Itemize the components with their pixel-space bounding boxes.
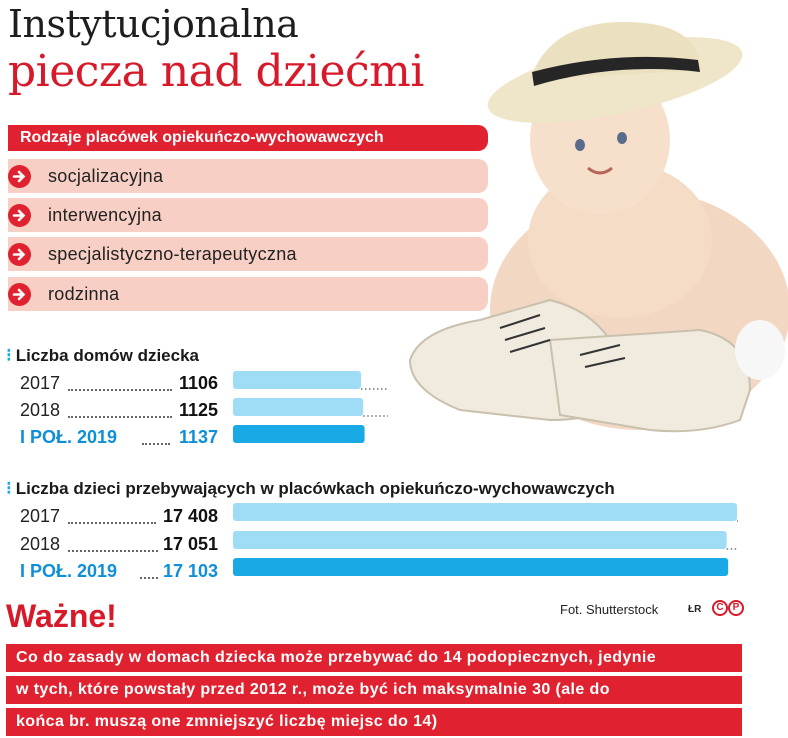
chart1-bar <box>233 398 363 416</box>
author-initials: ŁR <box>688 604 702 615</box>
chart2-category: 2017 <box>20 506 61 526</box>
chart2-value-label: 17 103 <box>162 561 218 581</box>
chart2-category: 2018 <box>20 534 61 554</box>
dots-icon: ⁝ <box>6 345 10 365</box>
chart1-category: 2017 <box>20 373 61 393</box>
copyright-p-icon: P <box>728 600 744 616</box>
type-label: socjalizacyjna <box>48 166 164 186</box>
chart1-bar <box>233 425 365 443</box>
chart2-title: Liczba dzieci przebywających w placówkach opiekuńczo-wychowawczych <box>15 479 615 498</box>
type-label: specjalistyczno-terapeutyczna <box>48 244 297 264</box>
type-label: rodzinna <box>48 284 120 304</box>
chart1-value-label: 1137 <box>178 427 218 447</box>
chart1-title: Liczba domów dziecka <box>15 346 199 365</box>
types-header: Rodzaje placówek opiekuńczo-wychowawczych <box>8 125 488 151</box>
chart2-bar <box>233 531 727 549</box>
copyright-icon: C <box>712 600 728 616</box>
important-heading: Ważne! <box>6 598 117 634</box>
chart1-bar <box>233 371 361 389</box>
chart1-category: I POŁ. 2019 <box>20 427 118 447</box>
chart2-bar <box>233 558 728 576</box>
type-label: interwencyjna <box>48 205 162 225</box>
chart1-category: 2018 <box>20 400 61 420</box>
chart2-value-label: 17 051 <box>162 534 218 554</box>
chart2-bar <box>233 503 737 521</box>
dots-icon: ⁝ <box>6 478 10 498</box>
important-line: Co do zasady w domach dziecka może przebywać do 14 podopiecznych, jedynie <box>6 644 742 672</box>
chart1-value-label: 1125 <box>178 400 218 420</box>
title-line-1: Instytucjonalna <box>8 2 299 46</box>
important-line: końca br. muszą one zmniejszyć liczbę miejsc do 14) <box>6 708 742 736</box>
important-line: w tych, które powstały przed 2012 r., może być ich maksymalnie 30 (ale do <box>6 676 742 704</box>
chart2-value-label: 17 408 <box>162 506 218 526</box>
chart1-value-label: 1106 <box>178 373 218 393</box>
title-line-2: piecza nad dziećmi <box>8 46 424 97</box>
photo-credit: Fot. Shutterstock <box>560 602 659 617</box>
chart2-category: I POŁ. 2019 <box>20 561 118 581</box>
